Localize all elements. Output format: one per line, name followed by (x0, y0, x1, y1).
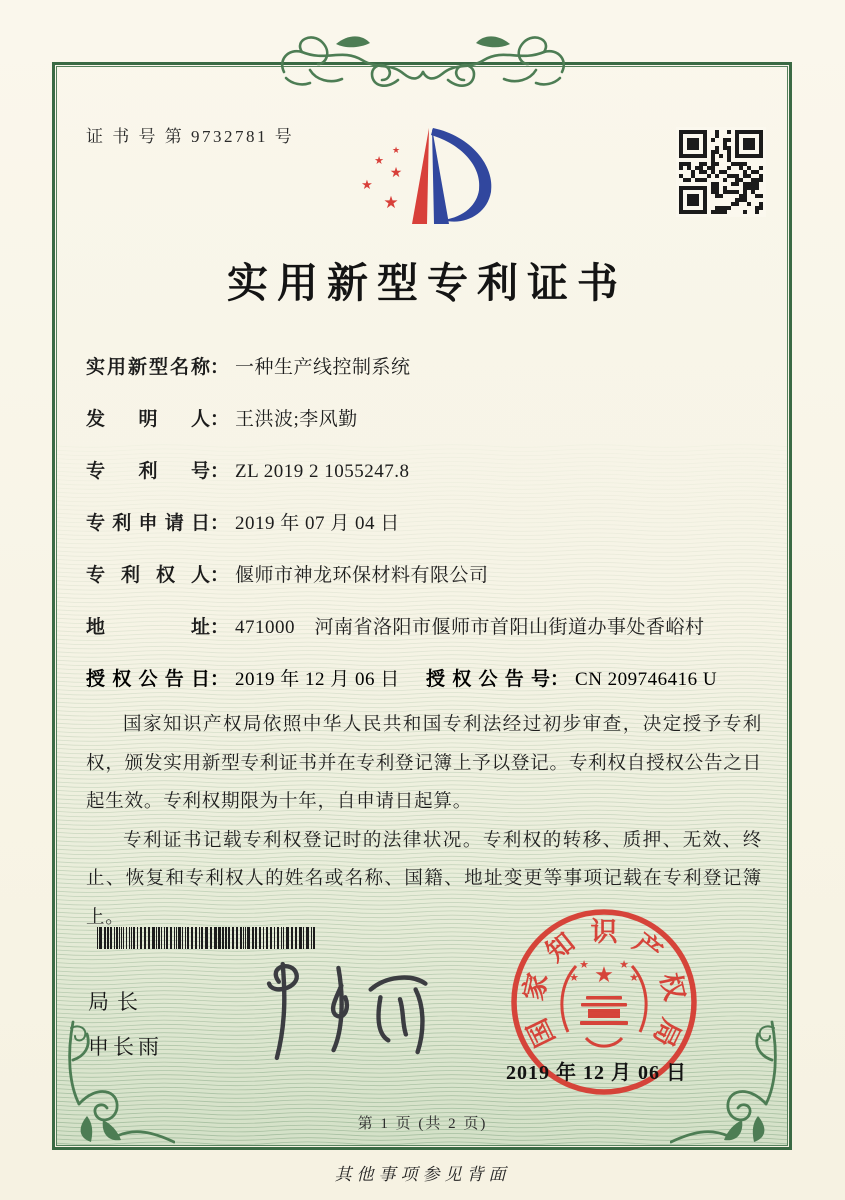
grant-number: 授权公告号： CN 209746416 U (426, 669, 718, 690)
svg-text:★: ★ (569, 972, 579, 984)
svg-text:知: 知 (540, 927, 581, 968)
director-title-label: 局长 (88, 990, 146, 1014)
svg-text:识: 识 (590, 917, 618, 947)
svg-text:★: ★ (361, 177, 373, 192)
field-row-patent-number: 专利号： ZL 2019 2 1055247.8 (86, 456, 766, 508)
director-signature-icon (228, 952, 443, 1070)
svg-text:家: 家 (518, 970, 554, 1004)
field-label: 专利号 (86, 461, 210, 482)
field-row-filing-date: 专利申请日： 2019 年 07 月 04 日 (86, 508, 766, 560)
field-label: 发明人 (86, 409, 210, 430)
barcode (97, 927, 319, 949)
field-row-inventor: 发明人： 王洪波;李风勤 (86, 404, 766, 456)
paragraph-grant-statement: 国家知识产权局依照中华人民共和国专利法经过初步审查，决定授予专利权，颁发实用新型专利证书并在专利登记簿上予以登记。专利权自授权公告之日起生效。专利权期限为十年，自申请日起算。 (86, 715, 762, 812)
grant-date: 授权公告日： 2019 年 12 月 06 日 (86, 669, 400, 690)
svg-text:★: ★ (594, 962, 614, 987)
svg-text:产: 产 (627, 927, 668, 968)
cnipa-logo-icon (345, 120, 515, 238)
svg-text:★: ★ (374, 155, 384, 167)
field-value: 2019 年 07 月 04 日 (235, 513, 400, 534)
svg-text:国: 国 (521, 1013, 561, 1052)
svg-text:局: 局 (647, 1013, 687, 1052)
field-label: 专利权人 (86, 565, 210, 586)
svg-text:★: ★ (619, 959, 629, 971)
director-name: 申长雨 (88, 1035, 163, 1059)
page-number: 第 1 页 (共 2 页) (357, 1116, 488, 1132)
certificate-number: 证 书 号 第 9732781 号 (86, 127, 295, 146)
svg-text:★: ★ (391, 145, 401, 155)
qr-code (676, 127, 766, 217)
certificate-title: 实用新型专利证书 (227, 260, 627, 306)
field-row-invention-name: 实用新型名称： 一种生产线控制系统 (86, 352, 766, 404)
legal-text (86, 706, 762, 937)
back-side-note: 其他事项参见背面 (334, 1165, 511, 1184)
field-row-patentee: 专利权人： 偃师市神龙环保材料有限公司 (86, 560, 766, 612)
svg-text:★: ★ (389, 166, 403, 181)
field-value: 王洪波;李风勤 (235, 409, 358, 430)
field-value: 偃师市神龙环保材料有限公司 (235, 565, 489, 586)
field-value: 471000 河南省洛阳市偃师市首阳山街道办事处香峪村 (235, 617, 705, 638)
svg-text:★: ★ (629, 972, 639, 984)
field-value: 一种生产线控制系统 (235, 357, 411, 378)
svg-text:权: 权 (654, 970, 690, 1004)
field-label: 专利申请日 (86, 513, 210, 534)
paragraph-register-statement: 专利证书记载专利权登记时的法律状况。专利权的转移、质押、无效、终止、恢复和专利权人的姓名或名称、国籍、地址变更等事项记载在专利登记簿上。 (86, 830, 762, 928)
svg-text:★: ★ (383, 193, 399, 212)
field-value: ZL 2019 2 1055247.8 (235, 461, 410, 482)
field-row-address: 地址： 471000 河南省洛阳市偃师市首阳山街道办事处香峪村 (86, 612, 766, 664)
field-label: 地址 (86, 617, 210, 638)
field-label: 实用新型名称 (86, 357, 210, 378)
field-list (86, 352, 766, 716)
svg-text:★: ★ (579, 959, 589, 971)
seal-date: 2019 年 12 月 06 日 (506, 1062, 687, 1084)
